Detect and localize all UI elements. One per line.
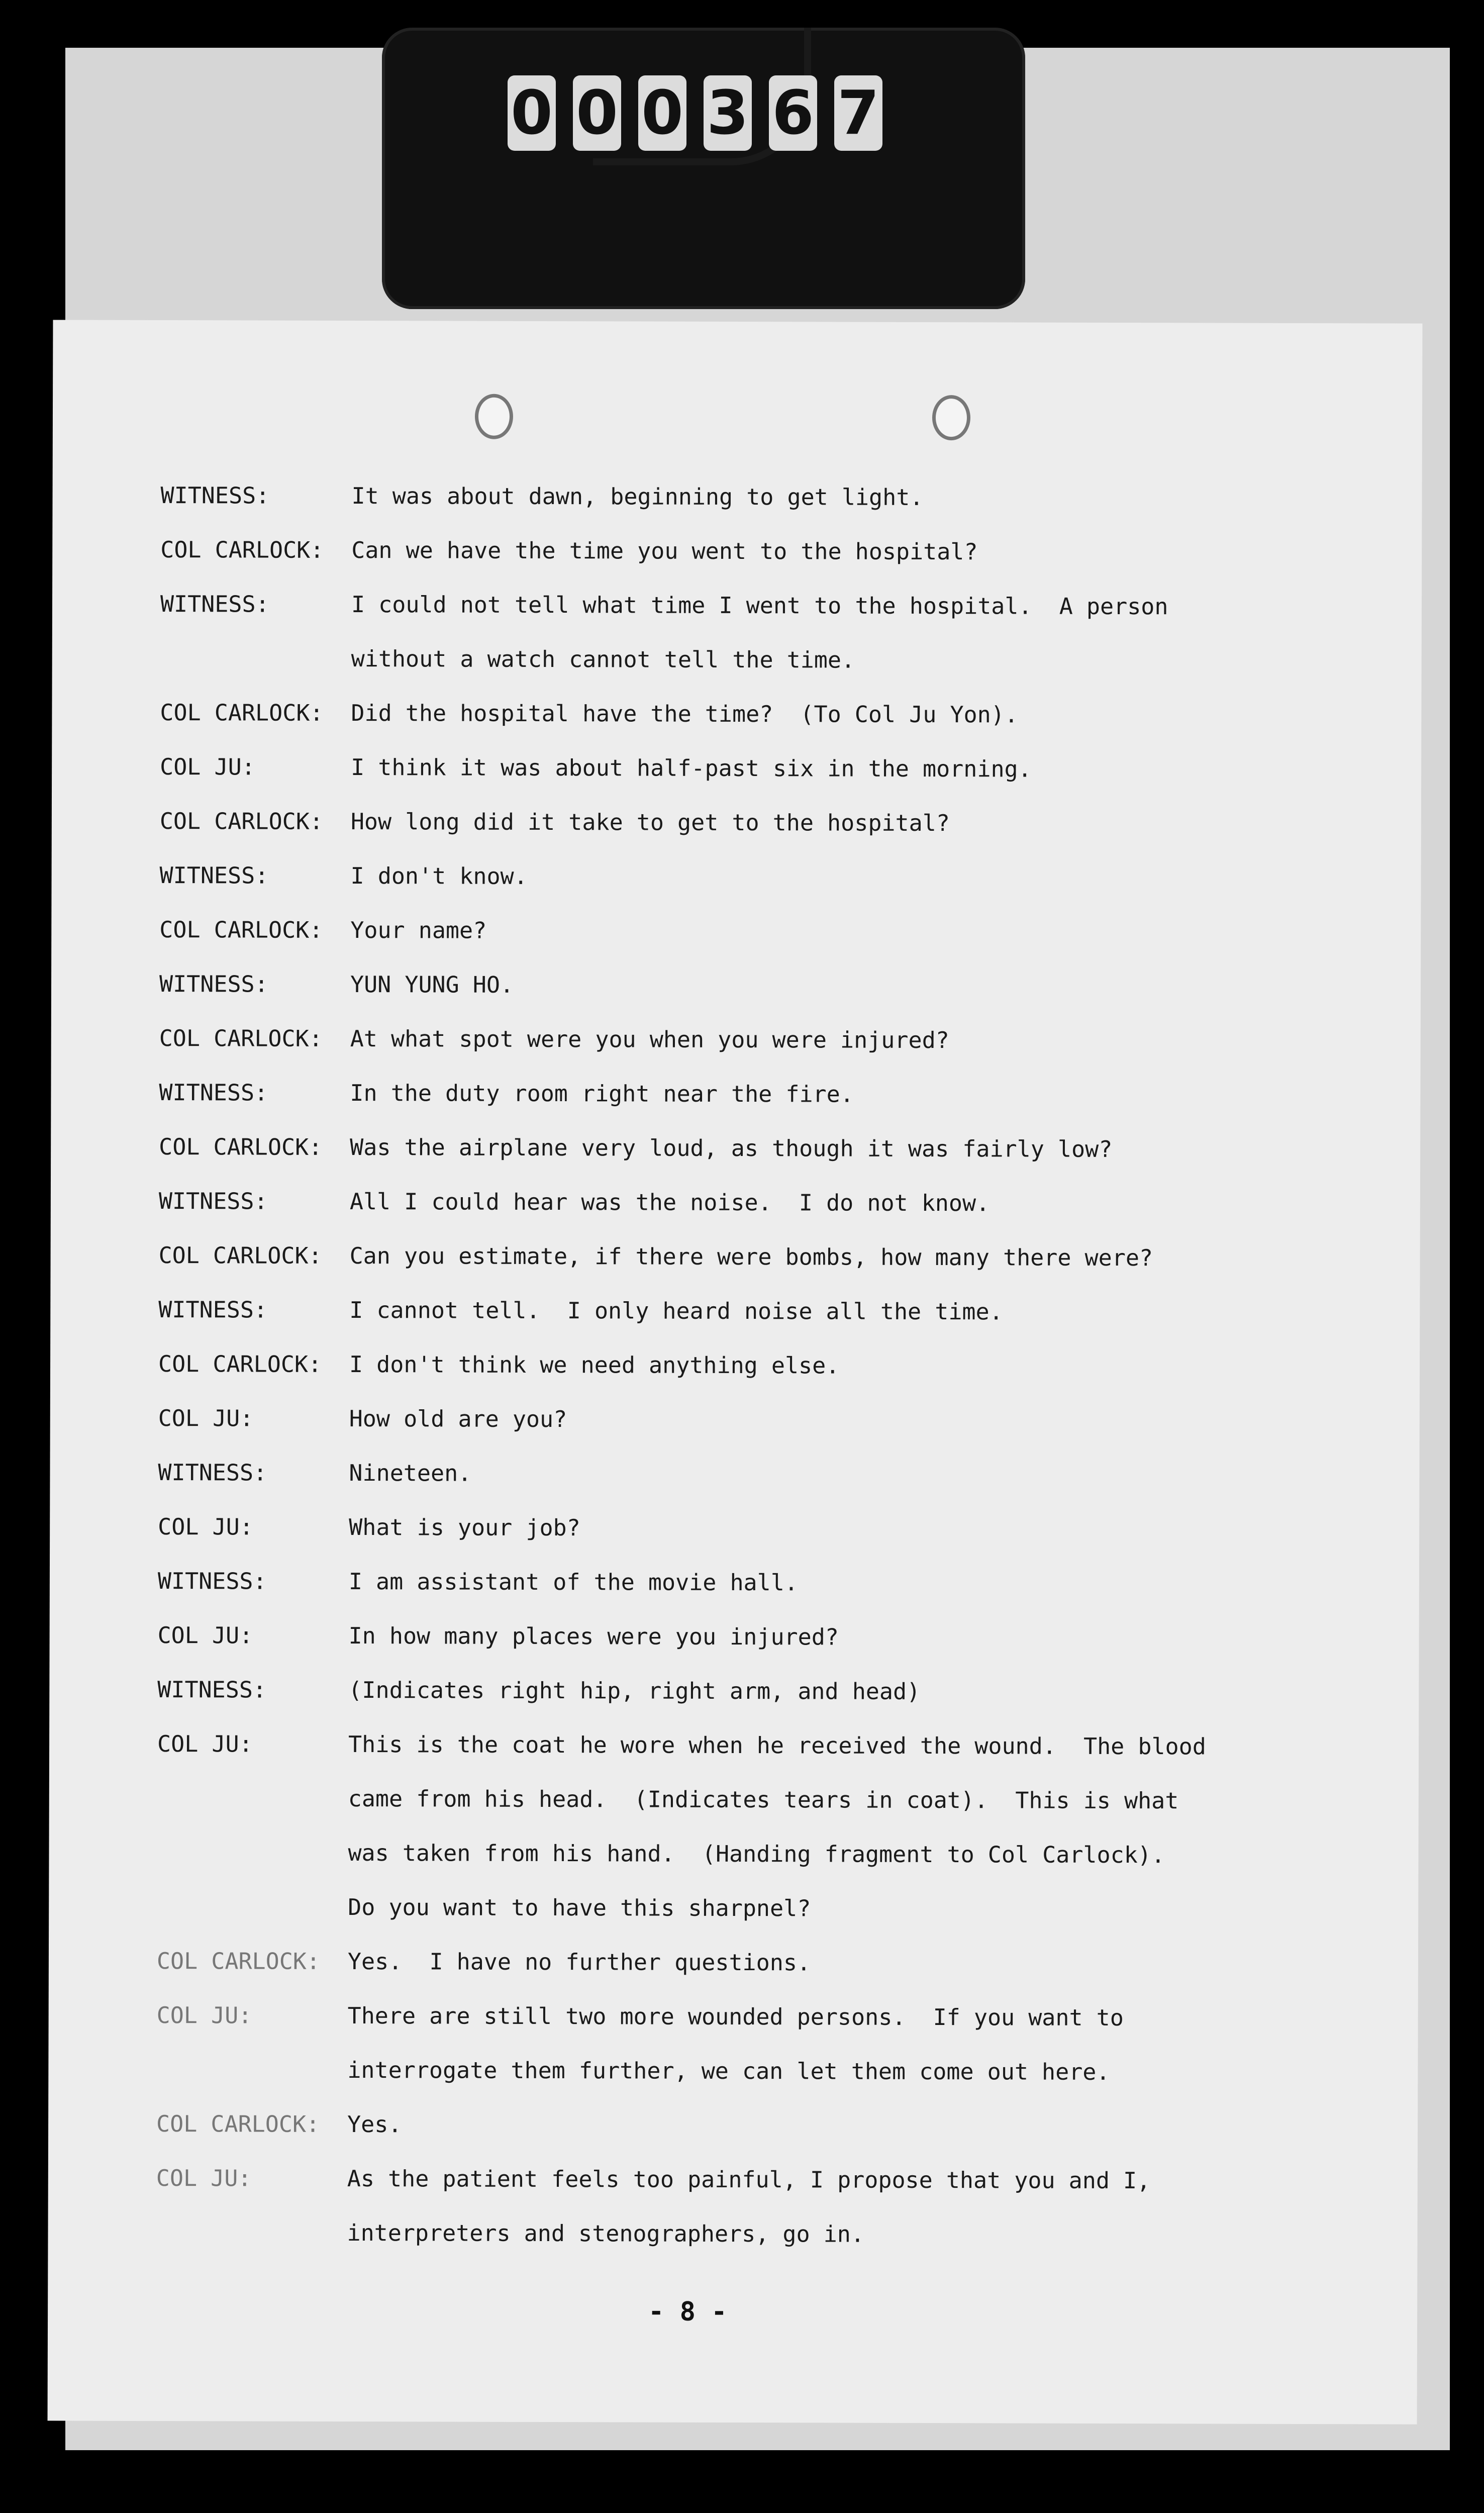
speech-line: I don't think we need anything else. bbox=[349, 1350, 840, 1379]
speech-text bbox=[351, 686, 1316, 743]
speech-text bbox=[350, 1012, 1315, 1069]
speech-line: interpreters and stenographers, go in. bbox=[347, 2219, 865, 2248]
transcript bbox=[156, 468, 1316, 2263]
transcript-entry bbox=[160, 740, 1316, 797]
speaker-label: COL JU: bbox=[157, 1621, 253, 1649]
speech-text bbox=[348, 1717, 1313, 1937]
speech-text bbox=[351, 795, 1316, 851]
speaker-label: COL JU: bbox=[160, 753, 255, 781]
transcript-entry bbox=[156, 2097, 1312, 2154]
speech-line: I could not tell what time I went to the hospital. A person bbox=[351, 591, 1168, 620]
speech-text bbox=[347, 2097, 1312, 2154]
speech-text bbox=[351, 523, 1316, 580]
speech-line: In how many places were you injured? bbox=[348, 1622, 839, 1651]
transcript-entry bbox=[157, 1717, 1313, 1937]
counter-digit: 0 bbox=[638, 75, 686, 151]
speech-text bbox=[351, 740, 1316, 797]
speaker-label: COL CARLOCK: bbox=[158, 1350, 322, 1378]
speech-text bbox=[350, 1120, 1315, 1177]
speech-line: In the duty room right near the fire. bbox=[350, 1079, 854, 1108]
speech-line: Yes. I have no further questions. bbox=[347, 1948, 811, 1976]
speech-text bbox=[349, 1555, 1314, 1611]
speech-text bbox=[348, 1935, 1313, 1991]
speech-line: It was about dawn, beginning to get light. bbox=[351, 482, 924, 511]
speech-text bbox=[349, 1446, 1314, 1503]
speech-line: YUN YUNG HO. bbox=[350, 971, 514, 998]
speech-text bbox=[347, 2152, 1312, 2263]
speaker-label: WITNESS: bbox=[160, 482, 270, 509]
speaker-label: WITNESS: bbox=[158, 1187, 268, 1215]
document-page bbox=[48, 320, 1423, 2424]
transcript-entry bbox=[160, 577, 1317, 689]
transcript-entry bbox=[159, 848, 1315, 906]
speech-text bbox=[351, 469, 1316, 526]
speech-line: Do you want to have this sharpnel? bbox=[348, 1893, 811, 1922]
speech-text bbox=[349, 1392, 1314, 1448]
speaker-label: WITNESS: bbox=[158, 1459, 267, 1486]
transcript-entry bbox=[157, 1663, 1313, 1720]
speech-text bbox=[349, 1500, 1314, 1557]
speaker-label: COL CARLOCK: bbox=[159, 807, 324, 835]
frame-counter bbox=[382, 28, 1025, 309]
transcript-entry bbox=[156, 2151, 1312, 2263]
transcript-entry bbox=[159, 1120, 1315, 1177]
counter-digit: 0 bbox=[573, 75, 621, 151]
speaker-label: COL CARLOCK: bbox=[160, 536, 324, 563]
transcript-entry bbox=[157, 1608, 1313, 1666]
speech-text bbox=[348, 1663, 1313, 1720]
speech-text bbox=[350, 903, 1315, 960]
speech-line: came from his head. (Indicates tears in coat). This is what bbox=[348, 1785, 1179, 1814]
speech-line: Your name? bbox=[350, 916, 487, 944]
speaker-label: COL JU: bbox=[158, 1404, 254, 1432]
speaker-label: WITNESS: bbox=[159, 1079, 268, 1106]
punch-hole-left bbox=[475, 394, 513, 439]
speech-line: Did the hospital have the time? (To Col Ju Yon). bbox=[351, 699, 1019, 728]
transcript-entry bbox=[158, 1337, 1314, 1394]
transcript-entry bbox=[158, 1500, 1314, 1557]
speech-text bbox=[348, 1609, 1313, 1666]
speech-line: How old are you? bbox=[349, 1405, 567, 1433]
speaker-label: COL CARLOCK: bbox=[159, 1024, 323, 1052]
speaker-label: WITNESS: bbox=[159, 970, 268, 998]
speech-line: As the patient feels too painful, I propose that you and I, bbox=[347, 2165, 1151, 2194]
speaker-label: WITNESS: bbox=[157, 1567, 267, 1595]
counter-digits bbox=[508, 75, 882, 151]
speech-line: At what spot were you when you were injured? bbox=[350, 1025, 949, 1054]
speaker-label: WITNESS: bbox=[158, 1296, 268, 1323]
speech-line: There are still two more wounded persons. If you want to bbox=[347, 2002, 1124, 2032]
speaker-label: WITNESS: bbox=[157, 1676, 267, 1703]
speech-text bbox=[350, 849, 1315, 906]
speaker-label: COL CARLOCK: bbox=[156, 1947, 321, 1975]
speech-line: Can you estimate, if there were bombs, how many there were? bbox=[349, 1242, 1153, 1272]
speaker-label: WITNESS: bbox=[160, 591, 269, 618]
transcript-entry bbox=[159, 957, 1315, 1014]
transcript-entry bbox=[160, 686, 1316, 743]
speech-line: I cannot tell. I only heard noise all the time. bbox=[349, 1296, 1003, 1325]
transcript-entry bbox=[160, 468, 1316, 526]
counter-digit: 0 bbox=[508, 75, 556, 151]
speaker-label: COL CARLOCK: bbox=[156, 2110, 320, 2138]
speech-line: I am assistant of the movie hall. bbox=[348, 1568, 799, 1596]
speech-text bbox=[349, 1229, 1314, 1286]
speech-line: I don't know. bbox=[350, 862, 528, 890]
speech-text bbox=[350, 1175, 1315, 1231]
speech-text bbox=[347, 1989, 1313, 2100]
speaker-label: COL CARLOCK: bbox=[160, 699, 324, 726]
punch-hole-right bbox=[932, 395, 970, 440]
speech-line: Nineteen. bbox=[349, 1459, 472, 1487]
speaker-label: COL CARLOCK: bbox=[159, 916, 323, 943]
transcript-entry bbox=[160, 523, 1316, 580]
counter-digit: 6 bbox=[769, 75, 817, 151]
speaker-label: COL CARLOCK: bbox=[158, 1241, 322, 1269]
transcript-entry bbox=[159, 1066, 1315, 1123]
transcript-entry bbox=[158, 1228, 1314, 1286]
transcript-entry bbox=[159, 1011, 1315, 1069]
transcript-entry bbox=[156, 1988, 1313, 2100]
transcript-entry bbox=[157, 1934, 1313, 1991]
transcript-entry bbox=[158, 1283, 1314, 1340]
transcript-entry bbox=[158, 1554, 1314, 1611]
counter-digit: 7 bbox=[834, 75, 882, 151]
page-number: - 8 - bbox=[648, 2296, 727, 2327]
speaker-label: COL JU: bbox=[156, 2164, 252, 2192]
speech-line: Was the airplane very loud, as though it was fairly low? bbox=[350, 1133, 1113, 1163]
speaker-label: COL JU: bbox=[158, 1513, 253, 1540]
speech-line: I think it was about half-past six in the morning. bbox=[351, 753, 1032, 783]
speech-text bbox=[350, 957, 1315, 1014]
transcript-entry bbox=[158, 1391, 1314, 1448]
speech-text bbox=[351, 577, 1317, 689]
speech-line: This is the coat he wore when he received the wound. The blood bbox=[348, 1730, 1206, 1760]
transcript-entry bbox=[160, 794, 1316, 851]
speech-line: How long did it take to get to the hospital? bbox=[350, 808, 950, 837]
speech-line: (Indicates right hip, right arm, and head) bbox=[348, 1676, 921, 1705]
counter-digit: 3 bbox=[704, 75, 752, 151]
speaker-label: COL JU: bbox=[157, 1730, 253, 1758]
speech-line: interrogate them further, we can let them come out here. bbox=[347, 2056, 1110, 2085]
speech-line: Yes. bbox=[347, 2110, 402, 2138]
transcript-entry bbox=[159, 903, 1315, 960]
speech-line: Can we have the time you went to the hospital? bbox=[351, 536, 978, 565]
transcript-entry bbox=[159, 1174, 1315, 1231]
speech-text bbox=[349, 1337, 1314, 1394]
speaker-label: WITNESS: bbox=[159, 861, 269, 889]
transcript-entry bbox=[158, 1445, 1314, 1503]
speech-text bbox=[350, 1066, 1315, 1123]
speech-text bbox=[349, 1283, 1314, 1340]
speech-line: without a watch cannot tell the time. bbox=[351, 645, 855, 673]
speech-line: was taken from his hand. (Handing fragment to Col Carlock). bbox=[348, 1839, 1165, 1869]
speech-line: What is your job? bbox=[349, 1513, 580, 1541]
speaker-label: COL JU: bbox=[156, 2001, 252, 2029]
speaker-label: COL CARLOCK: bbox=[159, 1133, 323, 1161]
speech-line: All I could hear was the noise. I do not know. bbox=[349, 1188, 990, 1217]
